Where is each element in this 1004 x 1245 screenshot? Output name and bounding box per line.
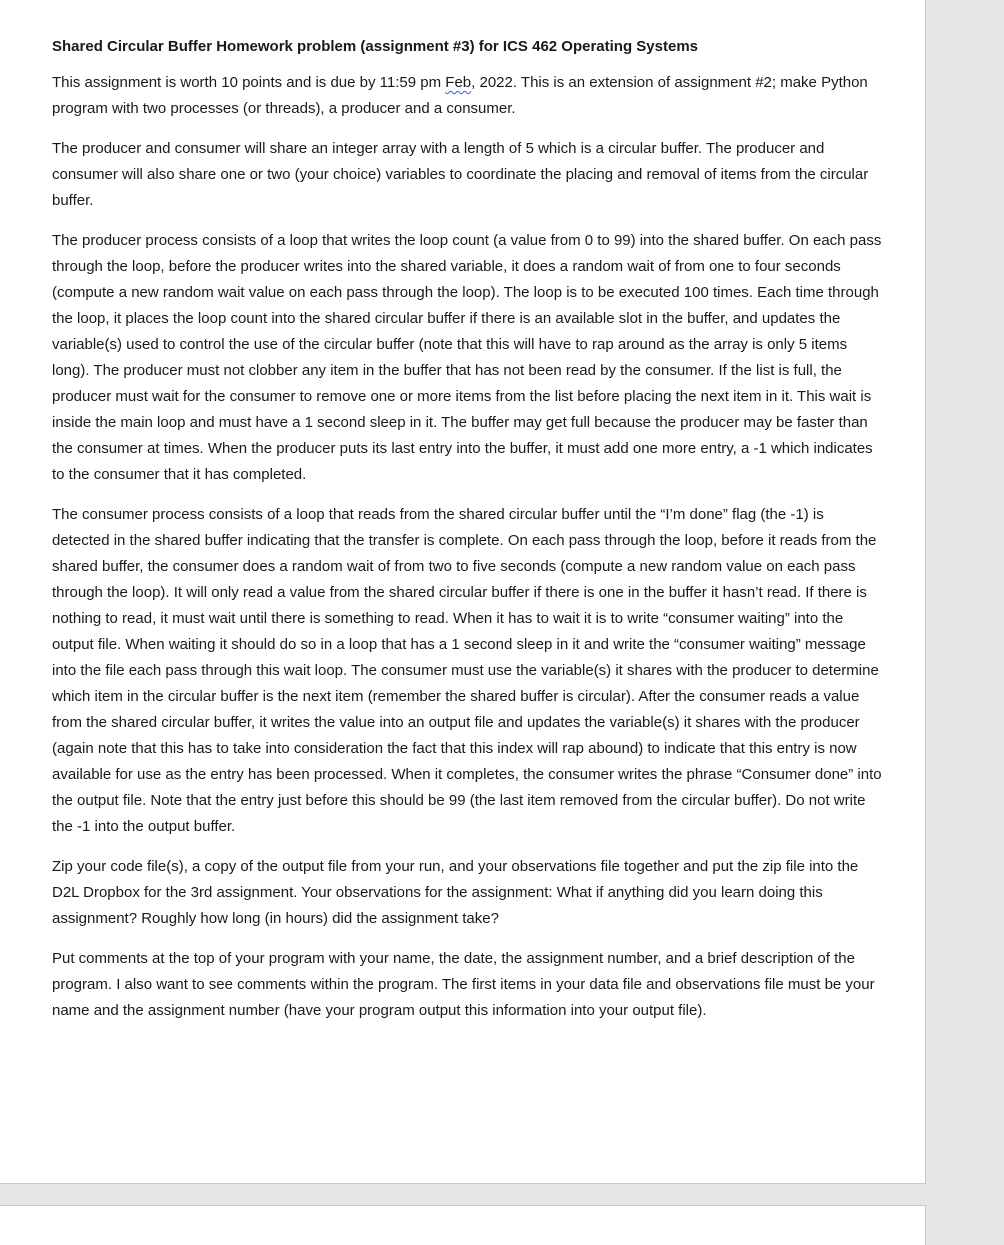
- next-page: [0, 1205, 926, 1245]
- paragraph-due-date-start: This assignment is worth 10 points and is due by 11:59 pm: [52, 74, 446, 91]
- paragraph-producer: The producer process consists of a loop that writes the loop count (a value from 0 to 99) into the shared buffer. On each pass through the loop, before the producer writes into the shared variable, it does a random wait of from one to four seconds (compute a new random wait value on each pass through the loop). The loop is to be executed 100 times. Each time through the loop, it places the loop count into the shared circular buffer if there is an available slot in the buffer, and updates the variable(s) used to control the use of the circular buffer (note that this will have to rap around as the array is only 5 items long). The producer must not clobber any item in the buffer that has not been read by the consumer. If the list is full, the producer must wait for the consumer to remove one or more items from the list before placing the next item in it. This wait is inside the main loop and must have a 1 second sleep in it. The buffer may get full because the producer may be faster than the consumer at times. When the producer puts its last entry into the buffer, it must add one more entry, a -1 which indicates to the consumer that it has completed.: [52, 232, 882, 483]
- paragraph-due-date-end: , 2022. This is an extension of assignment #2; make Python program with two processes (or threads), a producer and a consumer.: [52, 74, 868, 117]
- paragraph-due-date: [52, 70, 882, 122]
- paragraph-consumer: The consumer process consists of a loop that reads from the shared circular buffer until the “I’m done” flag (the -1) is detected in the shared buffer indicating that the transfer is complete. On each pass through the loop, before it reads from the shared buffer, the consumer does a random wait of from two to five seconds (compute a new random value on each pass through the loop). It will only read a value from the shared circular buffer if there is one in the buffer it hasn’t read. If there is nothing to read, it must wait until there is something to read. When it has to wait it is to write “consumer waiting” into the output file. When waiting it should do so in a loop that has a 1 second sleep in it and write the “consumer waiting” message into the file each pass through this wait loop. The consumer must use the variable(s) it shares with the producer to determine which item in the circular buffer is the next item (remember the shared buffer is circular). After the consumer reads a value from the shared circular buffer, it writes the value into an output file and updates the variable(s) it shares with the producer (again note that this has to take into consideration the fact that this index will rap abound) to indicate that this entry is now available for use as the entry has been processed. When it completes, the consumer writes the phrase “Consumer done” into the output file. Note that the entry just before this should be 99 (the last item removed from the circular buffer). Do not write the -1 into the output buffer.: [52, 506, 882, 835]
- paragraph-comments: Put comments at the top of your program with your name, the date, the assignment number, and a brief description of the program. I also want to see comments within the program. The first items in your data file and observations file must be your name and the assignment number (have your program output this information into your output file).: [52, 950, 875, 1019]
- document-body: [52, 36, 882, 1038]
- paragraph-shared-array: The producer and consumer will share an integer array with a length of 5 which is a circular buffer. The producer and consumer will also share one or two (your choice) variables to coordinate the placing and removal of items from the circular buffer.: [52, 140, 869, 209]
- spellcheck-flagged-word[interactable]: Feb: [445, 74, 472, 91]
- document-title: Shared Circular Buffer Homework problem (assignment #3) for ICS 462 Operating Systems: [52, 38, 699, 55]
- paragraph-submission: Zip your code file(s), a copy of the output file from your run, and your observations file together and put the zip file into the D2L Dropbox for the 3rd assignment. Your observations for the assignment: What if anything did you learn doing this assignment? Roughly how long (in hours) did the assignment take?: [52, 858, 859, 927]
